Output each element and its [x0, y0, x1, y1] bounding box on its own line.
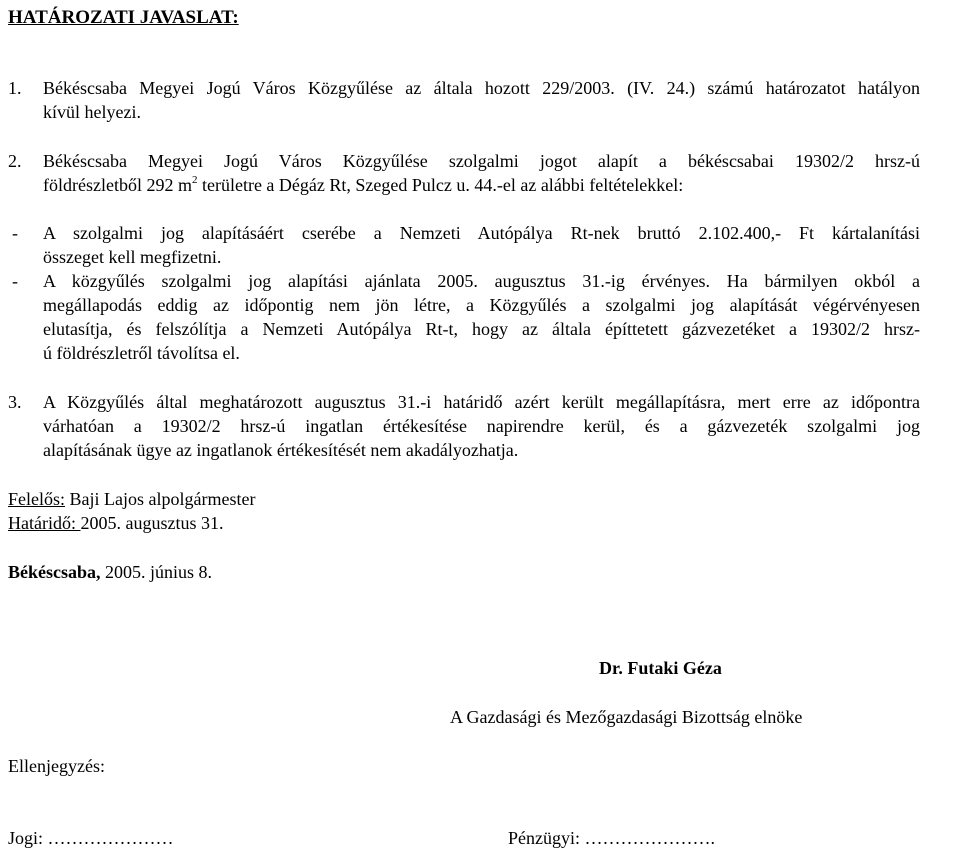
bullet-1-line-2: összeget kell megfizetni.: [43, 247, 222, 267]
bullet-2-line-1: A közgyűlés szolgalmi jog alapítási ajánlata 2005. augusztus 31.-ig érvényes. Ha bármilyen okból a: [43, 271, 920, 291]
item-2-number: 2.: [8, 151, 22, 171]
bullet-2-dash: -: [12, 271, 18, 291]
item-1-line-2: kívül helyezi.: [43, 102, 141, 122]
item-2-line-2-a: földrészletből 292 m: [43, 175, 192, 195]
item-3-number: 3.: [8, 392, 22, 412]
place-date-line: [8, 563, 212, 581]
item-1-number: 1.: [8, 78, 22, 98]
responsible-value: Baji Lajos alpolgármester: [65, 489, 256, 509]
bullet-2-line-2: megállapodás eddig az időpontig nem jön létre, a Közgyűlés a szolgalmi jog alapítását végérvényesen: [43, 295, 920, 315]
item-2-line-1: Békéscsaba Megyei Jogú Város Közgyűlése szolgalmi jogot alapít a békéscsabai 19302/2 hrsz-ú: [43, 151, 920, 171]
deadline-value: 2005. augusztus 31.: [80, 513, 224, 533]
countersign-title: Ellenjegyzés:: [8, 756, 105, 776]
responsible-line: [8, 490, 255, 508]
bullet-1-dash: -: [12, 223, 18, 243]
item-3-line-1: A Közgyűlés által meghatározott augusztus 31.-i határidő azért került megállapításra, mert erre az időpontra: [43, 392, 920, 412]
item-3-line-2: várhatóan a 19302/2 hrsz-ú ingatlan értékesítése napirendre kerül, és a gázvezeték szolgalmi jog: [43, 416, 920, 436]
bullet-2-line-4: ú földrészletről távolítsa el.: [43, 343, 240, 363]
place-city: Békéscsaba,: [8, 562, 101, 582]
place-date: 2005. június 8.: [100, 562, 213, 582]
deadline-label: Határidő:: [8, 513, 81, 533]
bullet-1-line-1: A szolgalmi jog alapításáért cserébe a Nemzeti Autópálya Rt-nek bruttó 2.102.400,- Ft kártalanítási: [43, 223, 920, 243]
legal-countersign: Jogi: …………………: [8, 828, 174, 848]
item-1-line-1: Békéscsaba Megyei Jogú Város Közgyűlése az általa hozott 229/2003. (IV. 24.) számú határozatot hatályon: [43, 78, 920, 98]
signatory-role: A Gazdasági és Mezőgazdasági Bizottság elnöke: [450, 707, 803, 727]
responsible-label: Felelős:: [8, 489, 65, 509]
signatory-name: Dr. Futaki Géza: [599, 658, 722, 678]
deadline-line: [8, 514, 223, 532]
item-2-line-2-b: területre a Dégáz Rt, Szeged Pulcz u. 44.-el az alábbi feltételekkel:: [197, 175, 684, 195]
superscript-2: 2: [191, 174, 198, 186]
item-3-line-3: alapításának ügye az ingatlanok értékesítését nem akadályozhatja.: [43, 440, 519, 460]
finance-countersign: Pénzügyi: ………………….: [508, 828, 715, 848]
bullet-2-line-3: elutasítja, és felszólítja a Nemzeti Autópálya Rt-t, hogy az általa építtetett gázvezetéket a 19302/2 hrsz-: [43, 319, 920, 339]
item-2-line-2: [43, 176, 683, 194]
document-title: HATÁROZATI JAVASLAT:: [8, 7, 239, 28]
